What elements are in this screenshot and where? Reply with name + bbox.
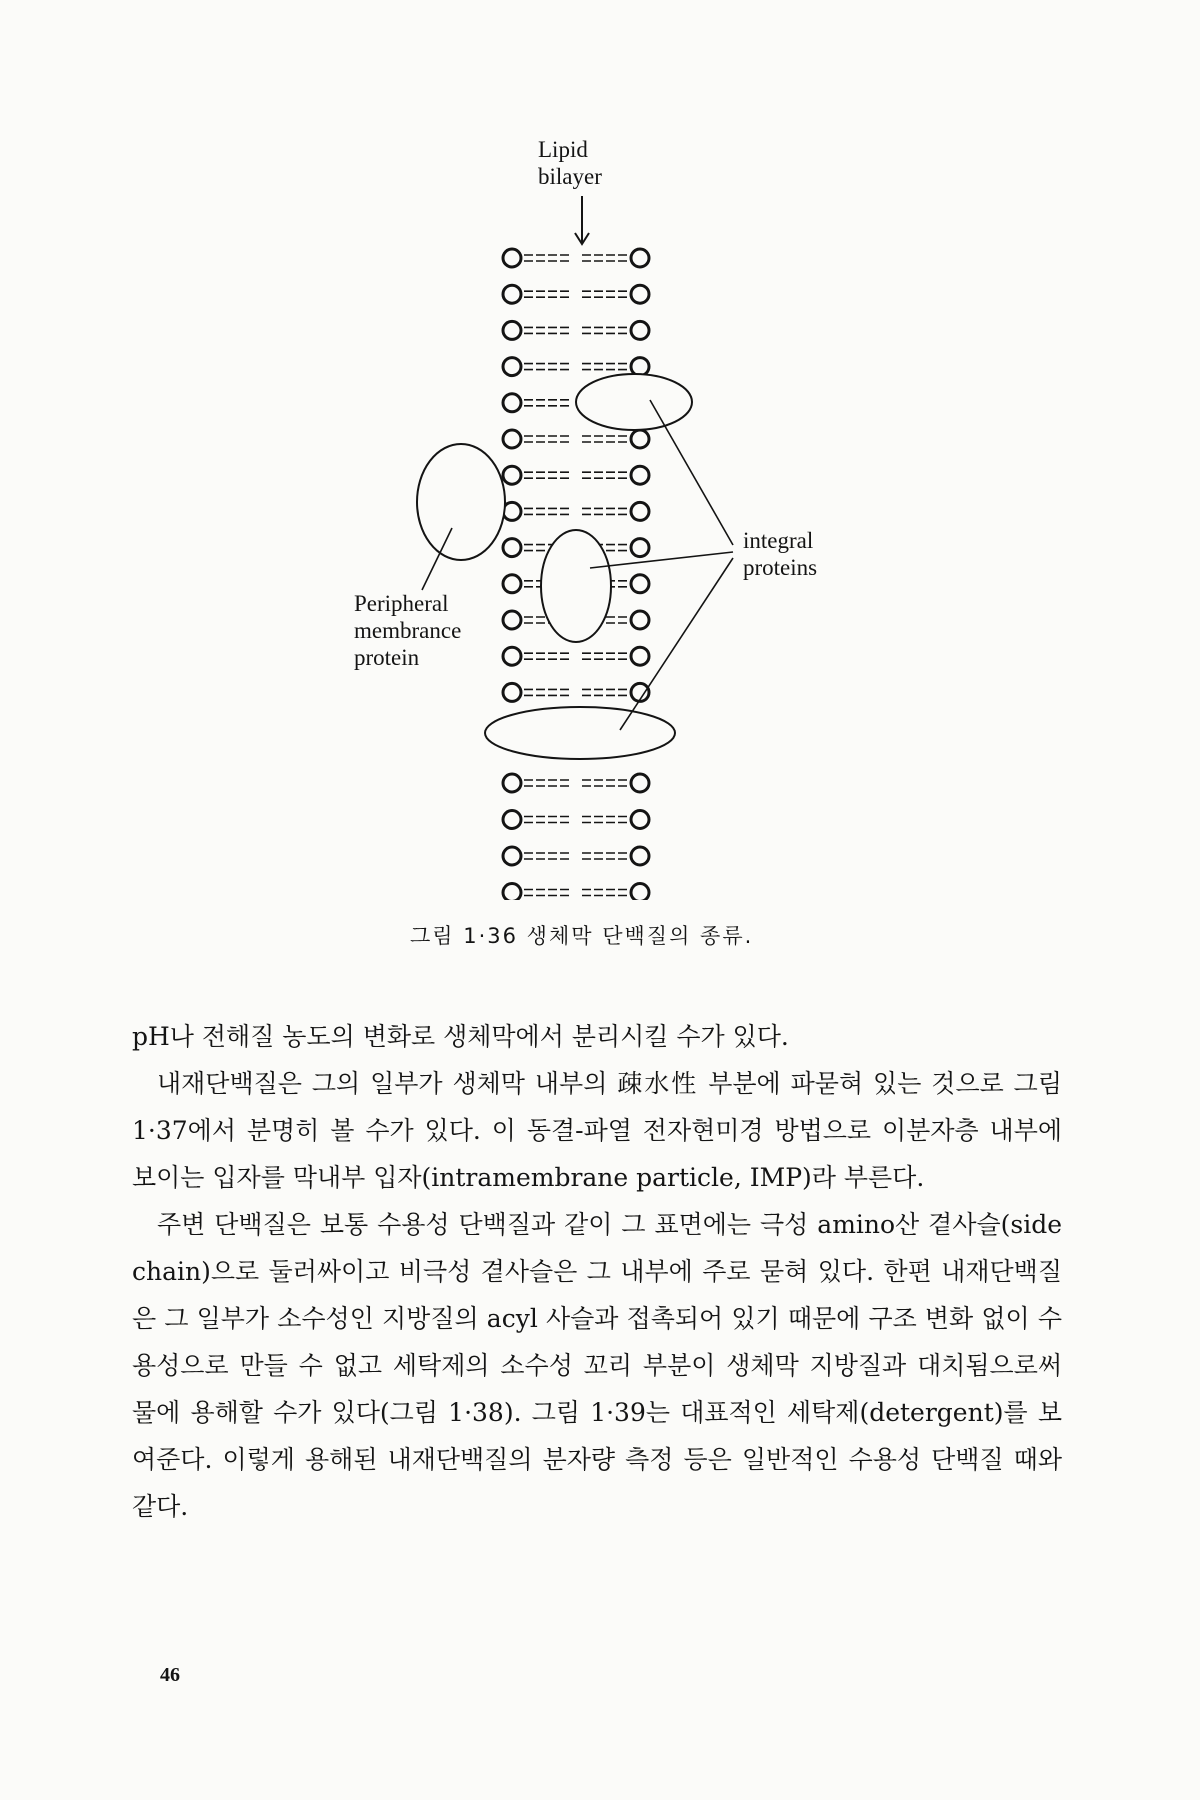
lipid-head [631, 358, 649, 376]
paragraph: 내재단백질은 그의 일부가 생체막 내부의 疎水性 부분에 파묻혀 있는 것으로 그림 1·37에서 분명히 볼 수가 있다. 이 동결-파열 전자현미경 방법으로 이분자층 내부에 보이는 입자를 막내부 입자(intramembrane particle, IMP)라 부른다. [132, 1069, 1062, 1192]
lipid-head [631, 285, 649, 303]
lipid-head [503, 683, 521, 701]
lipid-head [503, 847, 521, 865]
integral-protein-lower [485, 707, 675, 759]
pointer-line-upper [650, 400, 733, 545]
paragraph: pH나 전해질 농도의 변화로 생체막에서 분리시킬 수가 있다. [132, 1022, 789, 1051]
integral-proteins-label-line: integral [743, 528, 814, 553]
peripheral-protein-label-line: Peripheral [354, 591, 449, 616]
lipid-head [503, 575, 521, 593]
lipid-head [631, 847, 649, 865]
lipid-bilayer-label [538, 136, 602, 190]
figure-caption: 그림 1·36 생체막 단백질의 종류. [410, 924, 754, 948]
lipid-head [503, 394, 521, 412]
lipid-head [503, 811, 521, 829]
lipid-head [503, 647, 521, 665]
lipid-head [631, 611, 649, 629]
lipid-head [631, 647, 649, 665]
peripheral-protein-label-line: protein [354, 645, 420, 670]
integral-proteins-label [743, 527, 817, 581]
lipid-head [503, 249, 521, 267]
peripheral-protein-label-line: membrance [354, 618, 462, 643]
lipid-bilayer-label-line: Lipid [538, 137, 588, 162]
integral-proteins-label-line: proteins [743, 555, 818, 580]
lipid-head [503, 611, 521, 629]
lipid-head [503, 884, 521, 901]
body-text [132, 1013, 1062, 1530]
lipid-head [503, 321, 521, 339]
lipid-head [631, 884, 649, 901]
page-number: 46 [160, 1664, 180, 1686]
lipid-head [503, 430, 521, 448]
lipid-head [631, 502, 649, 520]
integral-protein-upper [576, 374, 692, 430]
lipid-head [503, 774, 521, 792]
lipid-head [631, 249, 649, 267]
lipid-head [631, 539, 649, 557]
lipid-head [631, 774, 649, 792]
lipid-head [503, 466, 521, 484]
lipid-bilayer-label-line: bilayer [538, 164, 602, 189]
lipid-head [631, 321, 649, 339]
peripheral-protein-label [354, 590, 461, 671]
lipid-head [631, 466, 649, 484]
lipid-head [631, 430, 649, 448]
lipid-head [503, 358, 521, 376]
lipid-head [503, 285, 521, 303]
peripheral-protein [417, 444, 505, 560]
paragraph: 주변 단백질은 보통 수용성 단백질과 같이 그 표면에는 극성 amino산 곁사슬(side chain)으로 둘러싸이고 비극성 곁사슬은 그 내부에 주로 묻혀 있다. 한편 내재단백질은 그 일부가 소수성인 지방질의 acyl 사슬과 접촉되어 있기 때문에 구조 변화 없이 수용성으로 만들 수 없고 세탁제의 소수성 꼬리 부분이 생체막 지방질과 대치됨으로써 물에 용해할 수가 있다(그림 1·38). 그림 1·39는 대표적인 세탁제(detergent)를 보여준다. 이렇게 용해된 내재단백질의 분자량 측정 등은 일반적인 수용성 단백질 때와 같다. [132, 1210, 1062, 1521]
lipid-head [503, 539, 521, 557]
pointer-line-middle [590, 552, 733, 568]
lipid-head [631, 575, 649, 593]
lipid-head [631, 811, 649, 829]
integral-protein-middle [541, 530, 611, 642]
